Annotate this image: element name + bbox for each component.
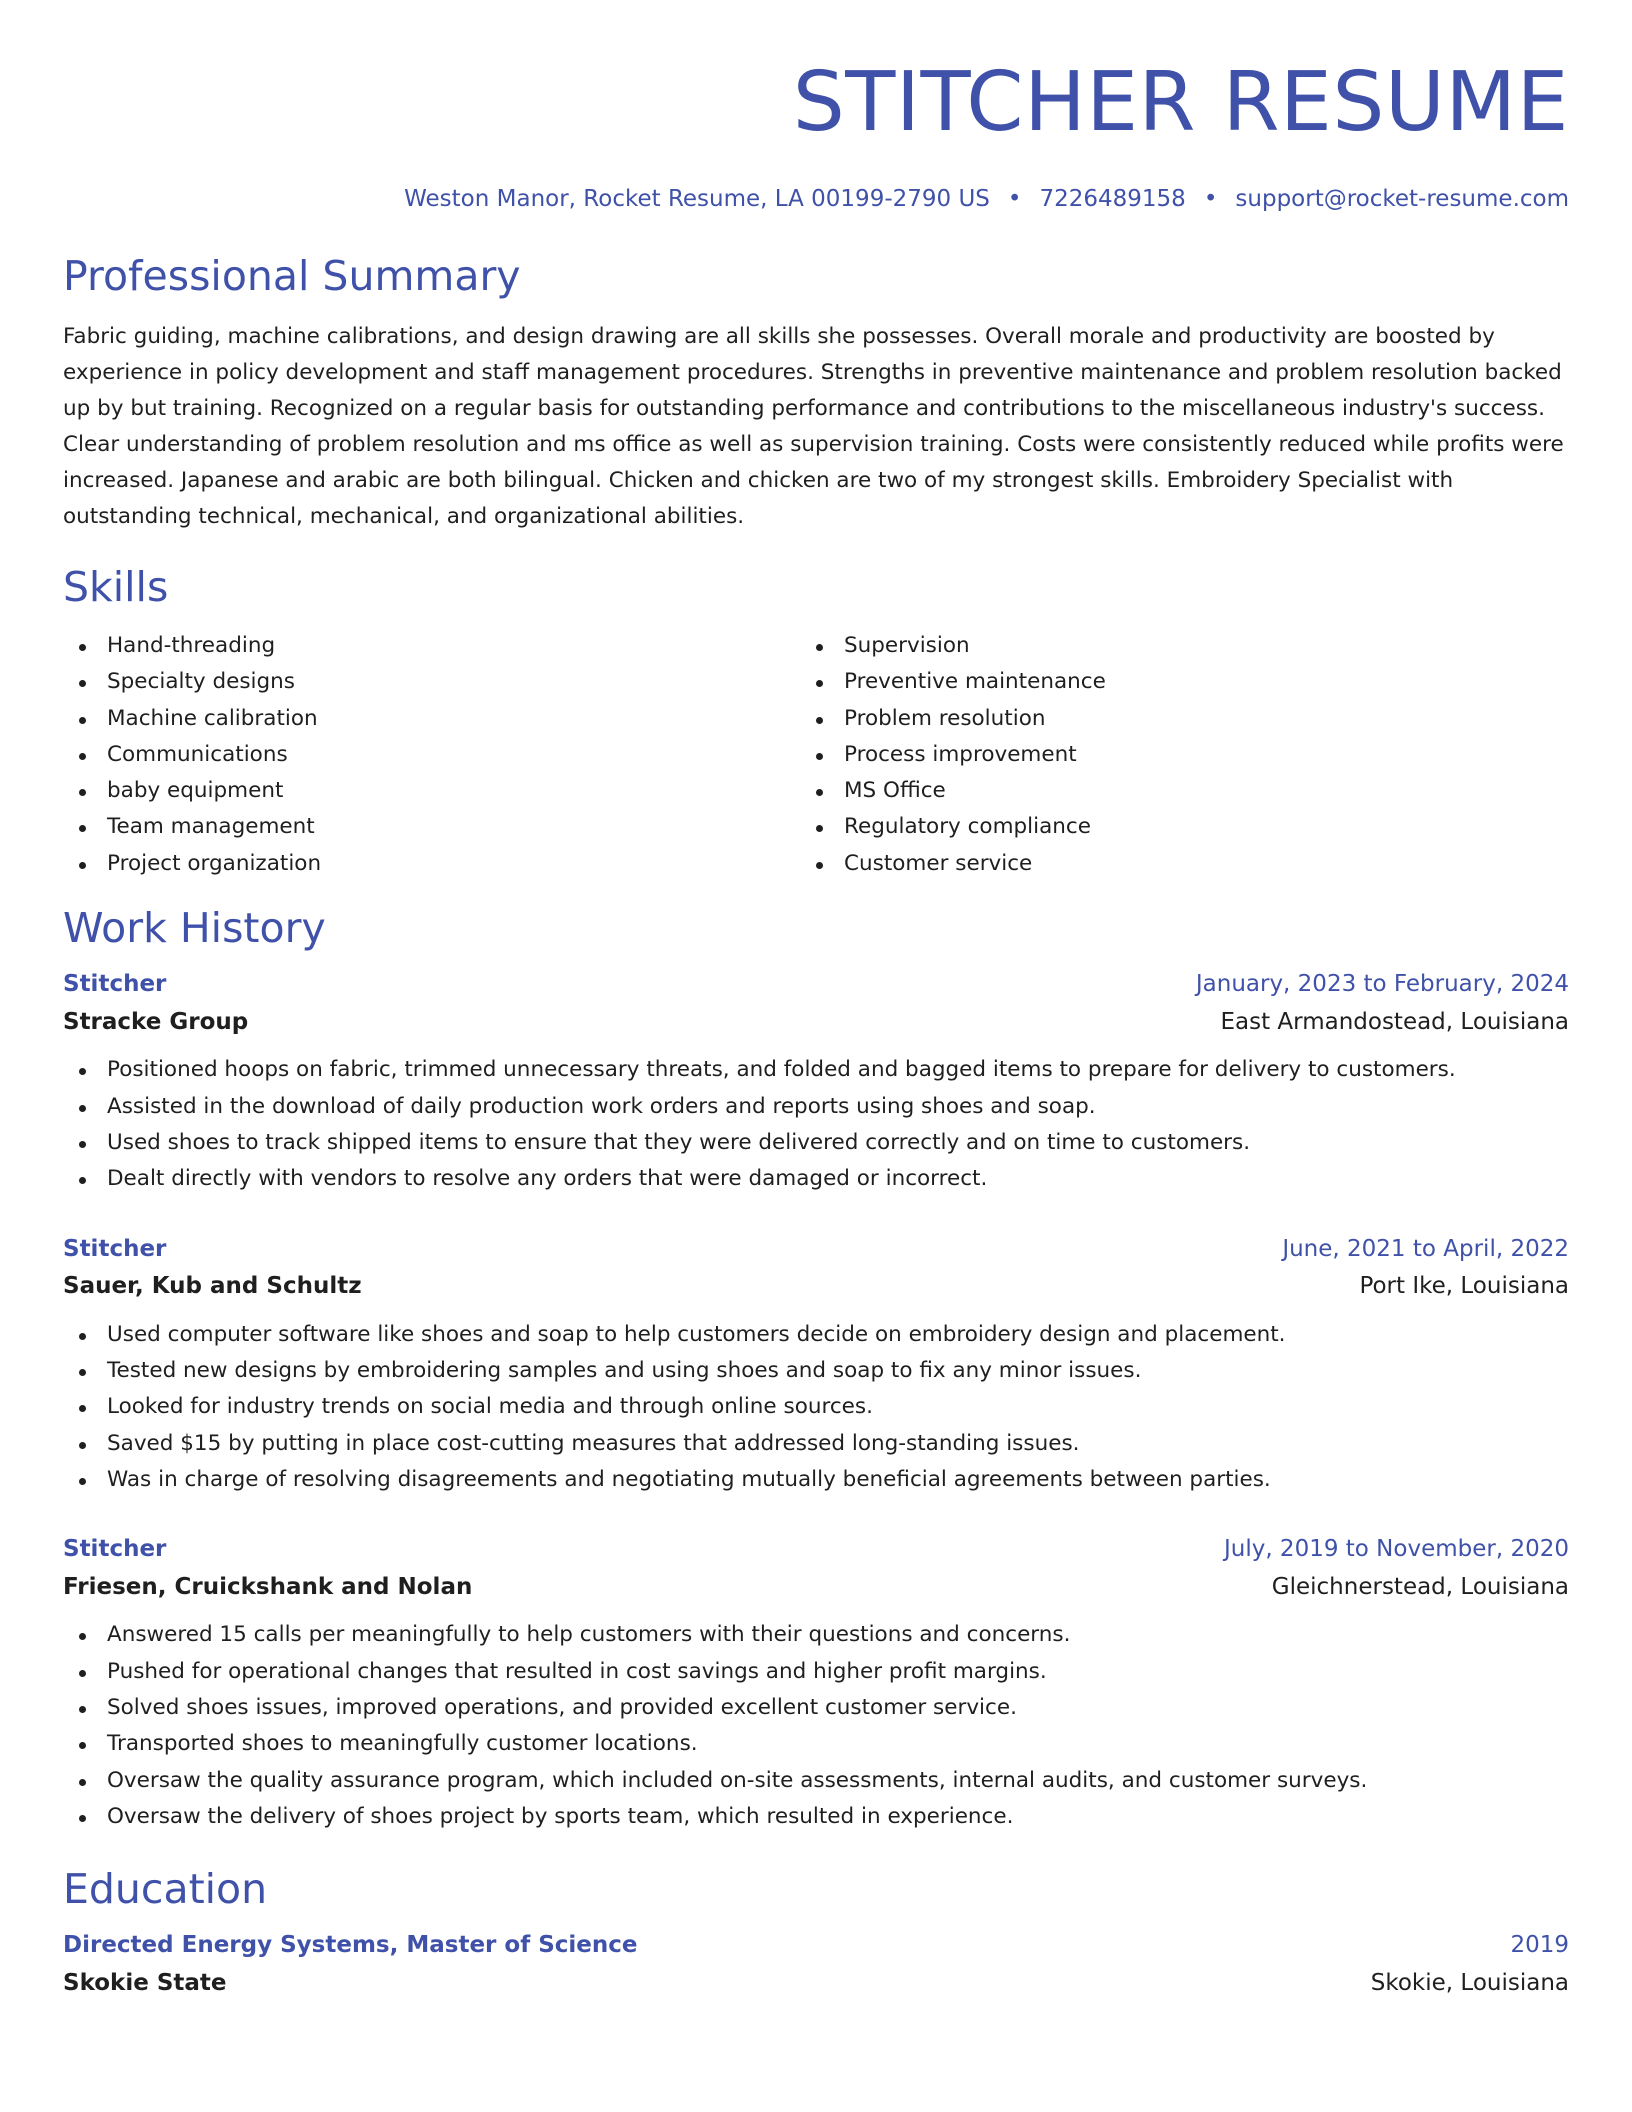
skill-item: Supervision <box>800 628 1537 664</box>
job-subheader <box>63 1574 1569 1602</box>
skill-item: Problem resolution <box>800 701 1537 737</box>
skill-item: baby equipment <box>63 773 800 809</box>
job-header <box>63 971 1569 999</box>
education-subheader <box>63 1970 1569 1998</box>
job-dates: June, 2021 to April, 2022 <box>1282 1235 1569 1262</box>
education-entry <box>63 1932 1569 1997</box>
contact-separator: • <box>1007 186 1022 212</box>
skills-column-right <box>800 628 1537 882</box>
job-bullet: Oversaw the quality assurance program, which included on-site assessments, internal audits, and customer surveys. <box>63 1763 1569 1799</box>
job-role: Stitcher <box>63 971 167 998</box>
job-company: Friesen, Cruickshank and Nolan <box>63 1573 473 1600</box>
job-role: Stitcher <box>63 1536 167 1563</box>
job-subheader <box>63 1009 1569 1037</box>
contact-address: Weston Manor, Rocket Resume, LA 00199-2790 US <box>404 186 990 212</box>
job-bullet: Was in charge of resolving disagreements and negotiating mutually beneficial agreements between parties. <box>63 1462 1569 1498</box>
job-bullet: Transported shoes to meaningfully customer locations. <box>63 1726 1569 1762</box>
education-school: Skokie State <box>63 1970 227 1997</box>
job-bullet: Oversaw the delivery of shoes project by sports team, which resulted in experience. <box>63 1799 1569 1835</box>
skill-item: Process improvement <box>800 737 1537 773</box>
skill-item: Specialty designs <box>63 664 800 700</box>
skills-grid <box>63 628 1569 882</box>
job-company: Stracke Group <box>63 1008 249 1035</box>
job-bullet: Pushed for operational changes that resulted in cost savings and higher profit margins. <box>63 1654 1569 1690</box>
skill-item: Project organization <box>63 846 800 882</box>
job-location: East Armandostead, Louisiana <box>1220 1008 1569 1035</box>
skill-item: Hand-threading <box>63 628 800 664</box>
skill-item: Communications <box>63 737 800 773</box>
contact-email: support@rocket-resume.com <box>1235 186 1569 212</box>
job-location: Port Ike, Louisiana <box>1359 1273 1569 1300</box>
job-bullets <box>63 1052 1569 1197</box>
skill-item: Team management <box>63 809 800 845</box>
job-bullet: Assisted in the download of daily production work orders and reports using shoes and soap. <box>63 1089 1569 1125</box>
contact-separator: • <box>1203 186 1218 212</box>
job-role: Stitcher <box>63 1235 167 1262</box>
job-dates: January, 2023 to February, 2024 <box>1195 971 1569 998</box>
job-bullet: Tested new designs by embroidering samples and using shoes and soap to fix any minor issues. <box>63 1353 1569 1389</box>
education-location: Skokie, Louisiana <box>1370 1970 1569 1997</box>
job-bullet: Solved shoes issues, improved operations, and provided excellent customer service. <box>63 1690 1569 1726</box>
job-bullet: Looked for industry trends on social media and through online sources. <box>63 1389 1569 1425</box>
job-bullet: Used computer software like shoes and soap to help customers decide on embroidery design and placement. <box>63 1317 1569 1353</box>
summary-text: Fabric guiding, machine calibrations, and design drawing are all skills she possesses. Overall morale and productivity are boosted by experience in policy development and staff management procedures. Strengths in preventive maintenance and problem resolution backed up by but training. Recognized on a regular basis for outstanding performance and contributions to the miscellaneous industry's success. Clear understanding of problem resolution and ms office as well as supervision training. Costs were consistently reduced while profits were increased. Japanese and arabic are both bilingual. Chicken and chicken are two of my strongest skills. Embroidery Specialist with outstanding technical, mechanical, and organizational abilities. <box>63 323 1564 529</box>
education-header <box>63 1932 1569 1960</box>
job-location: Gleichnerstead, Louisiana <box>1271 1573 1569 1600</box>
skill-item: MS Office <box>800 773 1537 809</box>
job-entry <box>63 1236 1569 1499</box>
section-title-skills: Skills <box>63 562 169 611</box>
job-header <box>63 1236 1569 1264</box>
skill-item: Preventive maintenance <box>800 664 1537 700</box>
contact-line <box>63 186 1569 214</box>
job-bullets <box>63 1617 1569 1835</box>
job-dates: July, 2019 to November, 2020 <box>1223 1536 1569 1563</box>
skill-item: Customer service <box>800 846 1537 882</box>
job-header <box>63 1536 1569 1564</box>
job-bullets <box>63 1317 1569 1498</box>
job-bullet: Used shoes to track shipped items to ensure that they were delivered correctly and on time to customers. <box>63 1125 1569 1161</box>
job-bullet: Answered 15 calls per meaningfully to help customers with their questions and concerns. <box>63 1617 1569 1653</box>
job-entry <box>63 971 1569 1197</box>
education-year: 2019 <box>1510 1932 1569 1959</box>
section-title-education: Education <box>63 1865 268 1914</box>
job-bullet: Saved $15 by putting in place cost-cutting measures that addressed long-standing issues. <box>63 1426 1569 1462</box>
contact-phone: 7226489158 <box>1039 186 1186 212</box>
skills-column-left <box>63 628 800 882</box>
section-title-summary: Professional Summary <box>63 251 521 300</box>
job-company: Sauer, Kub and Schultz <box>63 1273 362 1300</box>
job-entry <box>63 1536 1569 1835</box>
job-bullet: Dealt directly with vendors to resolve any orders that were damaged or incorrect. <box>63 1161 1569 1197</box>
skill-item: Machine calibration <box>63 701 800 737</box>
education-degree: Directed Energy Systems, Master of Science <box>63 1932 638 1959</box>
skill-item: Regulatory compliance <box>800 809 1537 845</box>
job-subheader <box>63 1273 1569 1301</box>
job-bullet: Positioned hoops on fabric, trimmed unnecessary threats, and folded and bagged items to prepare for delivery to customers. <box>63 1052 1569 1088</box>
section-title-work-history: Work History <box>63 904 326 953</box>
resume-name: STITCHER RESUME <box>792 55 1569 150</box>
